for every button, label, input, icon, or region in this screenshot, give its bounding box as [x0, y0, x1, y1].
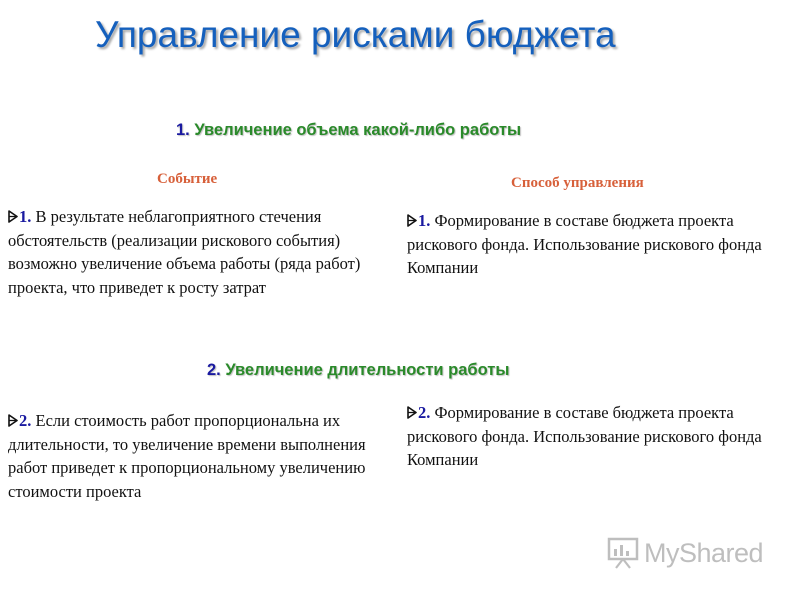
event-column-header: Событие [157, 171, 218, 187]
arrow-bullet-icon [407, 214, 417, 227]
section-2-method-text: Формирование в составе бюджета проекта рискового фонда. Использование рискового фонда Компании [407, 403, 762, 469]
section-1-number: 1. [176, 121, 190, 139]
watermark-text: MyShared [644, 537, 764, 568]
section-1-method-item [407, 209, 777, 280]
section-1-method-text: Формирование в составе бюджета проекта рискового фонда. Использование рискового фонда Компании [407, 211, 762, 277]
arrow-bullet-icon [8, 210, 18, 223]
section-2-method-number: 2. [418, 403, 431, 422]
section-2-event-item [8, 409, 393, 503]
section-1-event-item [8, 205, 393, 299]
section-1-heading-text: Увеличение объема какой-либо работы [194, 121, 522, 139]
section-2-number: 2. [207, 361, 221, 379]
section-1-heading [176, 121, 521, 140]
section-1-event-number: 1. [19, 207, 32, 226]
section-2-heading [207, 361, 509, 380]
arrow-bullet-icon [407, 406, 417, 419]
watermark [606, 536, 763, 570]
section-2-method-item [407, 401, 777, 472]
section-1-method-number: 1. [418, 211, 431, 230]
presentation-board-icon [606, 536, 640, 570]
section-2-event-text: Если стоимость работ пропорциональна их длительности, то увеличение времени выполнения работ приведет к пропорциональному увеличению стоимости проекта [8, 411, 366, 501]
section-2-event-number: 2. [19, 411, 32, 430]
arrow-bullet-icon [8, 414, 18, 427]
page-title: Управление рисками бюджета [95, 14, 616, 55]
section-1-event-text: В результате неблагоприятного стечения обстоятельств (реализации рискового события) возможно увеличение объема работы (ряда работ) проекта, что приведет к росту затрат [8, 207, 361, 297]
method-column-header: Способ управления [511, 175, 644, 191]
section-2-heading-text: Увеличение длительности работы [225, 361, 510, 379]
